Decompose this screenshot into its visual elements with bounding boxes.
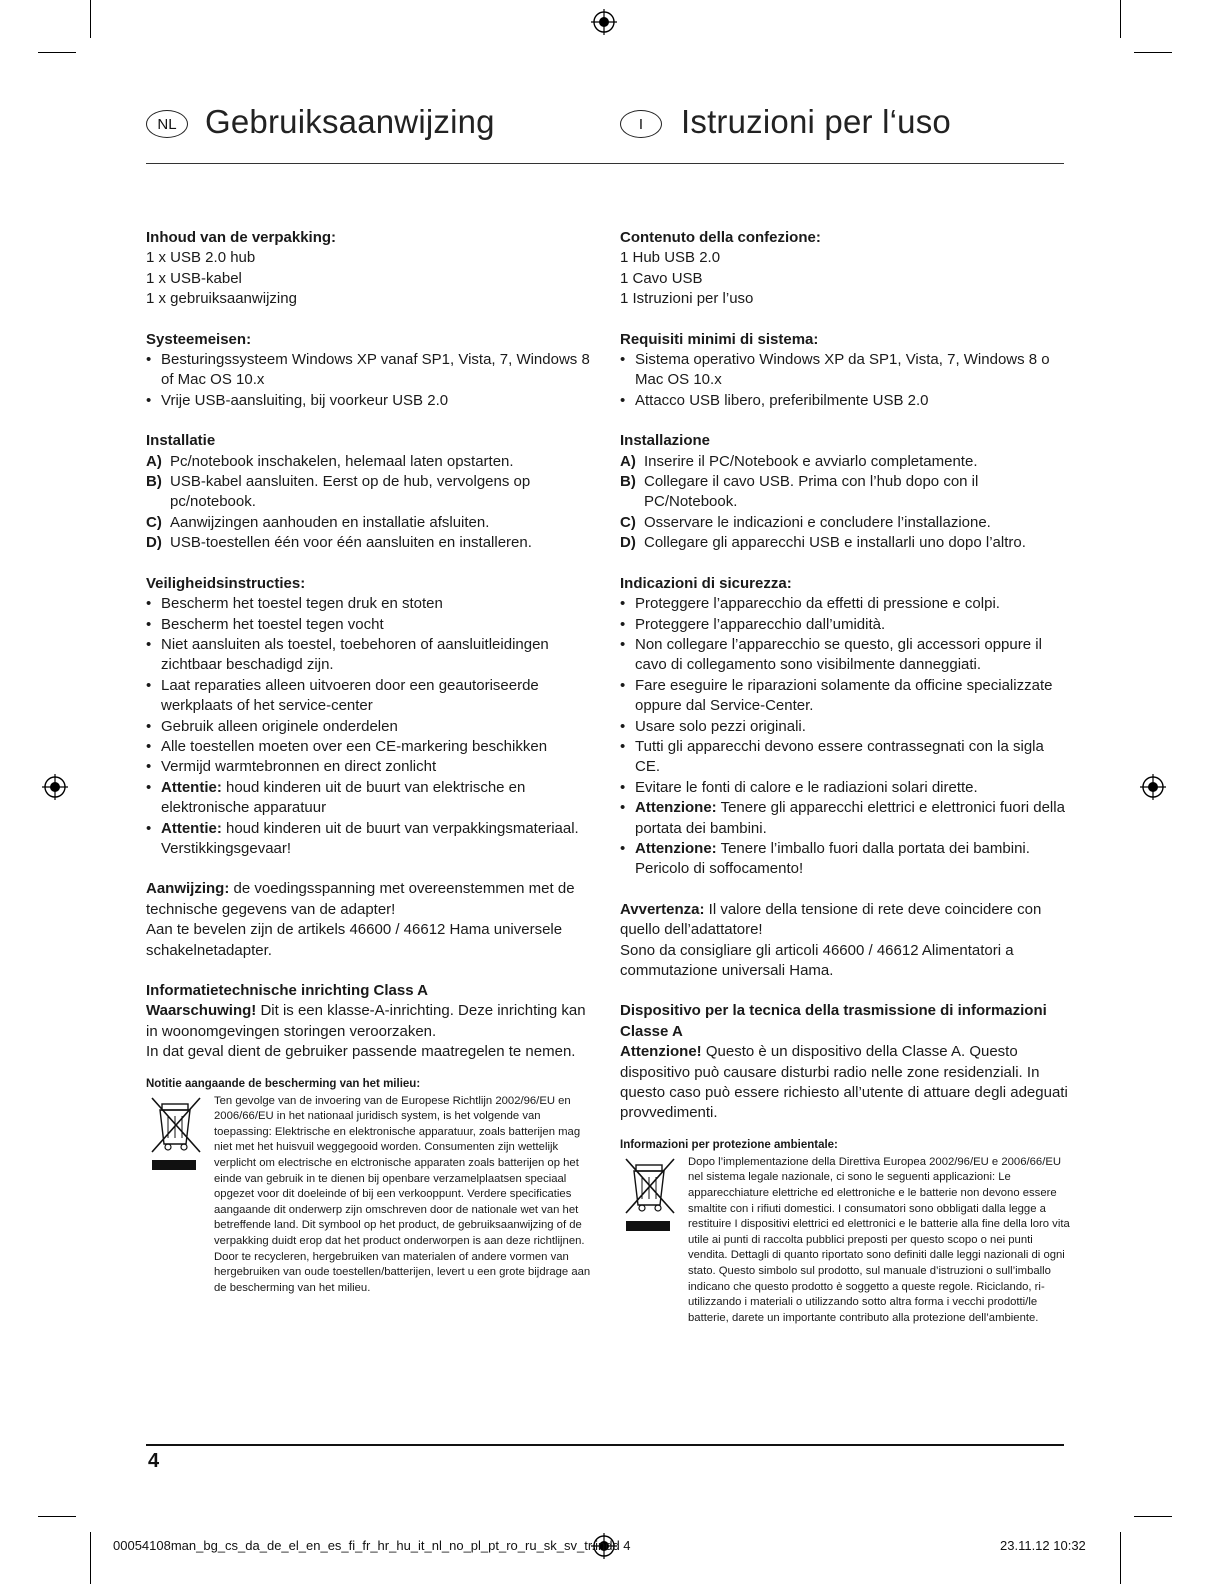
- install-step: [146, 513, 596, 533]
- column-it: [620, 228, 1070, 1326]
- section-safety: [620, 574, 1070, 880]
- registration-mark-icon: [1140, 774, 1166, 800]
- contents-line: 1 Hub USB 2.0: [620, 249, 721, 267]
- env-text: Dopo l’implementazione della Direttiva Europea 2002/96/EU e 2006/66/EU nel sistema legale nazionale, ci sono le seguenti applicazioni: Le apparecchiature elettriche ed elettroniche e le batterie non devono essere smaltite con i rifiuti domestici. I consumatori sono obbligati dalla legge a restituire I dispositivi elettrici ed elettronici e le batterie alla fine della loro vita utile ai punti di raccolta pubblici preposti per questo scopo o nei punti vendita. Dettagli di quanto riportato sono definiti dalle leggi nazionali di ogni stato. Questo simbolo sul prodotto, sul manuale d’istruzioni o sull’imballo indicano che questo prodotto è soggetto a queste regole. Riciclando, ri-utilizzando i materiali o utilizzando sotto altra forma i vecchi prodotti/le batterie, darete un importante contributo alla protezione dell’ambiente.: [688, 1155, 1070, 1324]
- env-text: Ten gevolge van de invoering van de Europese Richtlijn 2002/96/EU en 2006/66/EU in het nationaal juridisch system, is het volgende van toepassing: Elektrische en elektronische apparatuur, zoals batterijen mag niet met het huisvuil weggegooid worden. Consumenten zijn wettelijk verplicht om electrische en elctronische apparaten zoals batterijen op het einde van gebruik in te dienen bij openbare verzamelplaatsen speciaal opgezet voor dit doeleinde of bij een verkooppunt. Verdere specificaties aangaande dit onderwerp zijn omschreven door de nationale wet van het betreffende land. Dit symbool op het product, de gebruiksaanwijzing of de verpakking duidt erop dat het product onderworpen is aan deze richtlijnen. Door te recycleren, hergebruiken van materialen of andere vormen van hergebruiken van oude toestellen/batterijen, levert u een grote bijdrage aan de bescherming van het milieu.: [214, 1094, 591, 1294]
- env-title: Notitie aangaande de bescherming van het milieu:: [146, 1077, 421, 1090]
- list-item: • Fare eseguire le riparazioni solamente da officine specializzate oppure dal Service-Center.: [620, 676, 1070, 717]
- step-letter: B): [146, 473, 162, 491]
- section-system: [620, 330, 1070, 412]
- list-item: • Non collegare l’apparecchio se questo, gli accessori oppure il cavo di collegamento sono visibilmente danneggiati.: [620, 635, 1070, 676]
- contents-line: 1 x gebruiksaanwijzing: [146, 290, 297, 308]
- crop-mark-bottom-left-h: [38, 1516, 76, 1517]
- list-item: • Vermijd warmtebronnen en direct zonlicht: [146, 757, 596, 777]
- section-title: Informatietechnische inrichting Class A: [146, 982, 429, 999]
- page-title-nl: Gebruiksaanwijzing: [205, 103, 495, 140]
- env-title: Informazioni per protezione ambientale:: [620, 1138, 838, 1151]
- note-label: Aanwijzing:: [146, 880, 230, 898]
- list-item: • Attenzione: Tenere l’imballo fuori dalla portata dei bambini. Pericolo di soffocamento!: [620, 839, 1070, 880]
- install-step: [146, 533, 596, 553]
- list-item: • Vrije USB-aansluiting, bij voorkeur USB 2.0: [146, 391, 596, 411]
- list-item: • Proteggere l’apparecchio da effetti di pressione e colpi.: [620, 594, 1070, 614]
- list-item: • Evitare le fonti di calore e le radiazioni solari dirette.: [620, 778, 1070, 798]
- contents-line: 1 Cavo USB: [620, 269, 703, 287]
- list-item: • Bescherm het toestel tegen druk en stoten: [146, 594, 596, 614]
- warning-text: Questo è un dispositivo della Classe A. Questo dispositivo può causare disturbi radio nelle zone residenziali. In questo caso può essere richiesto all’utente di attuare degli adeguati provvedimenti.: [620, 1043, 1068, 1122]
- step-text: Inserire il PC/Notebook e avviarlo completamente.: [644, 452, 978, 470]
- section-note: [620, 900, 1070, 982]
- footer-divider: [146, 1444, 1064, 1446]
- install-step: [620, 513, 1070, 533]
- step-text: USB-kabel aansluiten. Eerst op de hub, vervolgens op pc/notebook.: [170, 473, 531, 511]
- warning-label: Waarschuwing!: [146, 1002, 257, 1020]
- step-text: Collegare il cavo USB. Prima con l’hub dopo con il PC/Notebook.: [644, 473, 979, 511]
- list-item: • Alle toestellen moeten over een CE-markering beschikken: [146, 737, 596, 757]
- list-item: • Tutti gli apparecchi devono essere contrassegnati con la sigla CE.: [620, 737, 1070, 778]
- step-letter: B): [620, 473, 636, 491]
- step-letter: C): [146, 513, 162, 531]
- step-text: Collegare gli apparecchi USB e installarli uno dopo l’altro.: [644, 534, 1026, 552]
- header-divider: [146, 163, 1064, 164]
- note-text-2: Aan te bevelen zijn de artikels 46600 / 46612 Hama universele schakelnetadapter.: [146, 921, 563, 959]
- section-install: [620, 431, 1070, 553]
- step-text: Pc/notebook inschakelen, helemaal laten opstarten.: [170, 452, 514, 470]
- crop-mark-bottom-right-h: [1134, 1516, 1172, 1517]
- contents-line: 1 x USB 2.0 hub: [146, 249, 256, 267]
- section-class-a: [620, 1001, 1070, 1123]
- list-item: • Attacco USB libero, preferibilmente USB 2.0: [620, 391, 1070, 411]
- note-label: Avvertenza:: [620, 900, 705, 918]
- page-number: 4: [148, 1450, 160, 1472]
- list-item: • Niet aansluiten als toestel, toebehoren of aansluitleidingen zichtbaar beschadigd zijn.: [146, 635, 596, 676]
- contents-line: 1 Istruzioni per l’uso: [620, 290, 754, 308]
- warning-label: Attenzione!: [620, 1043, 702, 1061]
- section-title: Contenuto della confezione:: [620, 229, 821, 246]
- crossed-out-wheelie-bin-icon: [620, 1155, 688, 1327]
- section-system: [146, 330, 596, 412]
- install-step: [620, 472, 1070, 513]
- crop-mark-bottom-right: [1120, 1532, 1121, 1584]
- slug-date: 23.11.12 10:32: [1000, 1538, 1086, 1553]
- language-badge-nl: NL: [146, 110, 188, 138]
- contents-line: 1 x USB-kabel: [146, 269, 242, 287]
- list-item: • Attentie: houd kinderen uit de buurt van verpakkingsmateriaal. Verstikkingsgevaar!: [146, 819, 596, 860]
- section-title: Installazione: [620, 432, 711, 450]
- registration-mark-icon: [591, 9, 617, 35]
- install-step: [146, 452, 596, 472]
- section-title: Dispositivo per la tecnica della trasmissione di informazioni Classe A: [620, 1002, 1047, 1040]
- list-item: • Gebruik alleen originele onderdelen: [146, 717, 596, 737]
- crop-mark-top-right-h: [1134, 52, 1172, 53]
- install-step: [620, 533, 1070, 553]
- crop-mark-top-left: [90, 0, 91, 38]
- list-item: • Bescherm het toestel tegen vocht: [146, 615, 596, 635]
- section-title: Systeemeisen:: [146, 330, 252, 348]
- page-title-it: Istruzioni per l‘uso: [681, 103, 951, 140]
- list-item: • Attenzione: Tenere gli apparecchi elettrici e elettronici fuori della portata dei bambini.: [620, 798, 1070, 839]
- list-item: • Laat reparaties alleen uitvoeren door een geautoriseerde werkplaats of het service-center: [146, 676, 596, 717]
- slug-filename: 00054108man_bg_cs_da_de_el_en_es_fi_fr_hr_hu_it_nl_no_pl_pt_ro_ru_sk_sv_tr.indd 4: [113, 1538, 631, 1553]
- warning-text: Dit is een klasse-A-inrichting. Deze inrichting kan in woonomgevingen storingen veroorzaken.: [146, 1002, 586, 1040]
- list-item: • Attentie: houd kinderen uit de buurt van elektrische en elektronische apparatuur: [146, 778, 596, 819]
- install-step: [620, 452, 1070, 472]
- section-class-a: [146, 981, 596, 1063]
- list-item: • Proteggere l’apparecchio dall’umidità.: [620, 615, 1070, 635]
- crop-mark-top-right: [1120, 0, 1121, 38]
- install-step: [146, 472, 596, 513]
- section-title: Veiligheidsinstructies:: [146, 574, 306, 592]
- section-safety: [146, 574, 596, 860]
- step-text: Aanwijzingen aanhouden en installatie afsluiten.: [170, 513, 490, 531]
- section-environment: [146, 1077, 596, 1297]
- step-letter: D): [620, 534, 636, 552]
- step-letter: C): [620, 513, 636, 531]
- section-title: Installatie: [146, 432, 216, 450]
- crossed-out-wheelie-bin-icon: [146, 1094, 214, 1297]
- note-text: Il valore della tensione di rete deve coincidere con quello dell’adattatore!: [620, 900, 1042, 939]
- step-letter: A): [620, 452, 636, 470]
- note-text: de voedingsspanning met overeenstemmen met de technische gegevens van de adapter!: [146, 880, 575, 918]
- list-item: • Besturingssysteem Windows XP vanaf SP1, Vista, 7, Windows 8 of Mac OS 10.x: [146, 350, 596, 391]
- list-item: • Sistema operativo Windows XP da SP1, Vista, 7, Windows 8 o Mac OS 10.x: [620, 350, 1070, 391]
- column-nl: [146, 228, 596, 1296]
- section-contents: [146, 228, 596, 310]
- crop-mark-bottom-left: [90, 1532, 91, 1584]
- crop-mark-top-left-h: [38, 52, 76, 53]
- list-item: • Usare solo pezzi originali.: [620, 717, 1070, 737]
- section-title: Inhoud van de verpakking:: [146, 229, 337, 246]
- section-install: [146, 431, 596, 553]
- step-text: USB-toestellen één voor één aansluiten en installeren.: [170, 534, 532, 552]
- registration-mark-icon: [42, 774, 68, 800]
- section-title: Indicazioni di sicurezza:: [620, 574, 792, 592]
- warning-text-2: In dat geval dient de gebruiker passende maatregelen te nemen.: [146, 1043, 576, 1061]
- section-environment: [620, 1138, 1070, 1327]
- section-note: [146, 879, 596, 961]
- note-text-2: Sono da consigliare gli articoli 46600 / 46612 Alimentatori a commutazione universali Hama.: [620, 941, 1014, 979]
- language-badge-it: I: [620, 110, 662, 138]
- step-text: Osservare le indicazioni e concludere l’installazione.: [644, 513, 991, 531]
- step-letter: A): [146, 452, 162, 470]
- section-contents: [620, 228, 1070, 310]
- step-letter: D): [146, 534, 162, 552]
- section-title: Requisiti minimi di sistema:: [620, 330, 819, 348]
